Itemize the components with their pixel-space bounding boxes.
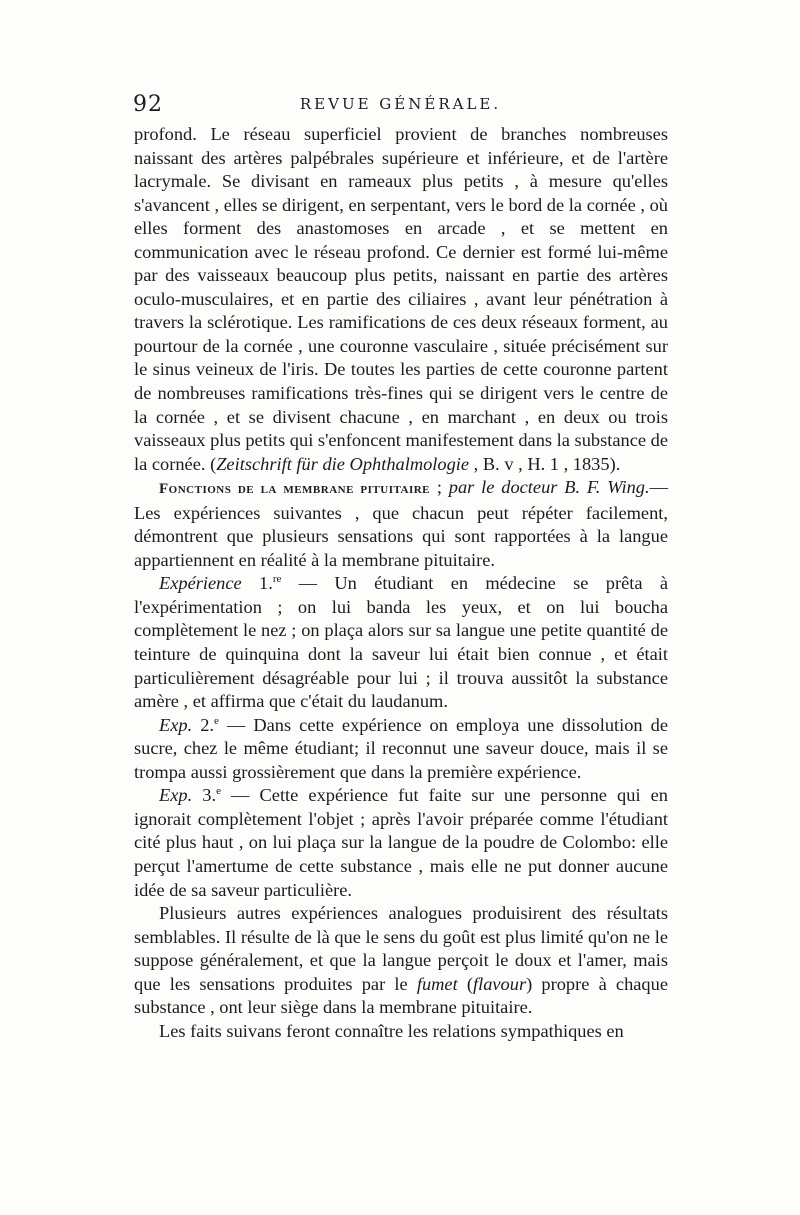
- experiment-label: Expérience: [159, 573, 242, 594]
- paragraph-cornea: [134, 123, 668, 476]
- paragraph-sympathetic: [134, 1020, 668, 1044]
- body-text: [134, 123, 668, 1043]
- heading-separator: ;: [430, 477, 449, 498]
- paragraph-text: — Dans cette expérience on employa une dissolution de sucre, chez le même étudiant; il reconnut une saveur douce, mais il se trompa aussi grossièrement que dans la première expérience.: [134, 714, 669, 782]
- paragraph-text: Les faits suivans feront connaître les relations sympathiques en: [159, 1020, 624, 1041]
- paragraph-experience-3: [134, 784, 668, 902]
- experiment-number: 3.: [192, 785, 217, 806]
- paragraph-text: — Un étudiant en médecine se prêta à l'expérimentation ; on lui banda les yeux, et on lui boucha complètement le nez ; on plaça alors sur sa langue une petite quantité de teinture de quinquina dont la saveur lui était bien connue , et était particulièrement désagréable pour lui ; il trouva aussitôt la substance amère , et affirma que c'était du laudanum.: [134, 573, 668, 712]
- paragraph-text: (: [457, 973, 473, 994]
- experiment-number: 2.: [192, 714, 215, 735]
- paragraph-pituitary: [134, 476, 668, 572]
- experiment-label: Exp.: [159, 714, 193, 735]
- experiment-label: Exp.: [159, 785, 193, 806]
- running-head: [133, 92, 668, 122]
- term-fumet: fumet: [416, 973, 458, 994]
- paragraph-text: profond. Le réseau superficiel provient de branches nombreuses naissant des artères palpébrales supérieure et inférieure, et de l'artère lacrymale. Se divisant en rameaux plus petits , à mesure qu'elles s'avancent , elles se dirigent, en serpentant, vers le bord de la cornée , où elles forment des anastomoses en arcade , et se mettent en communication avec le réseau profond. Ce dernier est formé lui-même par des vaisseaux beaucoup plus petits, naissant en partie des artères oculo-musculaires, et en partie des ciliaires , avant leur pénétration à travers la sclérotique. Les ramifications de ces deux réseaux forment, au pourtour de la cornée , une couronne vasculaire , située précisément sur le sinus veineux de l'iris. De toutes les parties de cette couronne partent de nombreuses ramifications très-fines qui se dirigent vers le centre de la cornée , et se divisent chacune , en marchant , en deux ou trois vaisseaux plus petits qui s'enfoncent manifestement dans la substance de la cornée. (: [134, 124, 668, 474]
- experiment-number: 1.: [241, 573, 273, 594]
- experiment-ordinal: e: [214, 714, 219, 727]
- paragraph-experience-1: [134, 572, 668, 713]
- citation-journal: Zeitschrift für die Ophthalmologie: [216, 453, 470, 474]
- citation-details: , B. v , H. 1 , 1835).: [469, 453, 621, 474]
- paragraph-text: ) propre à chaque substance , ont leur siège dans la membrane pituitaire.: [134, 973, 668, 1018]
- running-title: REVUE GÉNÉRALE.: [299, 95, 502, 113]
- experiment-ordinal: re: [272, 573, 282, 586]
- page-number: 92: [133, 92, 163, 117]
- experiment-ordinal: e: [216, 785, 221, 798]
- paragraph-conclusion: [134, 902, 668, 1020]
- paragraph-experience-2: [134, 714, 668, 785]
- section-heading: Fonctions de la membrane pituitaire: [159, 481, 431, 498]
- paragraph-text: Plusieurs autres expériences analogues produisirent des résultats semblables. Il résulte de là que le sens du goût est plus limité qu'on ne le suppose généralement, et que la langue perçoit le doux et l'amer, mais que les sensations produites par le: [134, 903, 668, 994]
- paragraph-text: —Les expériences suivantes , que chacun peut répéter facilement, démontrent que plusieurs sensations qui sont rapportées à la langue appartiennent en réalité à la membrane pituitaire.: [134, 477, 668, 570]
- paragraph-text: — Cette expérience fut faite sur une personne qui en ignorait complètement l'objet ; après l'avoir préparée comme l'étudiant cité plus haut , on lui plaça sur la langue de la poudre de Colombo: elle perçut l'amertume de cette substance , mais elle ne put donner aucune idée de sa saveur particulière.: [134, 785, 668, 900]
- section-author: par le docteur B. F. Wing.: [448, 477, 650, 498]
- term-flavour: flavour: [472, 973, 527, 994]
